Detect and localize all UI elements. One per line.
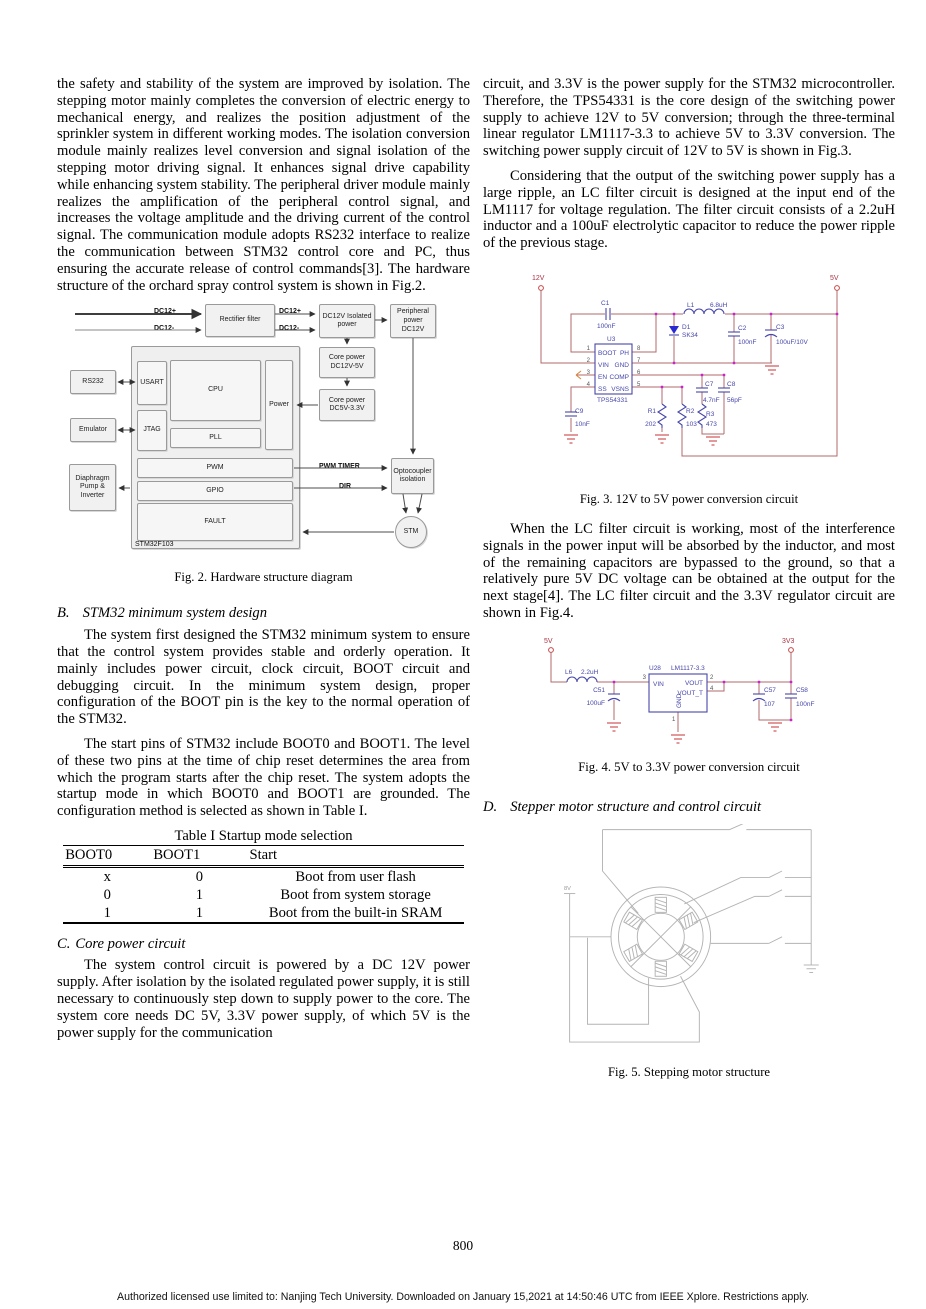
supply-tap-label: 8V	[563, 885, 571, 892]
table-cell: Boot from system storage	[280, 886, 431, 903]
fig2-block-rectifier: Rectifier filter	[205, 304, 275, 337]
pin-gnd: GND	[676, 693, 683, 708]
fig2-block-core-power-33v: Core power DC5V-3.3V	[319, 389, 375, 421]
paragraph-intro: the safety and stability of the system are improved by isolation. The stepping motor mainly completes the conversion of electric energy to mechanical energy, and realizes the position adjustment of the sprinkler system in different working modes. The isolation conversion module mainly realizes level conversion and signal isolation of the stepping motor driving signal. It enhances signal drive capability while enhancing system stability. The peripheral driver module mainly realizes the amplification of the peripheral control signal, and increases the voltage amplitude and the driving current of the control signal. The communication module adopts RS232 interface to realize the communication between STM32 control core and PC, thus ensuring the accurate release of control commands[3]. The hardware structure of the orchard spray control system is shown in Fig.2.	[57, 76, 470, 294]
pin-boot: BOOT	[598, 349, 617, 357]
section-d-label: D.	[483, 798, 498, 815]
pin-6: 6	[637, 369, 641, 376]
table-cell: 1	[151, 904, 247, 923]
table-row	[63, 886, 464, 904]
pin-3: 3	[642, 674, 646, 681]
l6-value: 2.2uH	[581, 668, 599, 676]
table1-header-boot1: BOOT1	[151, 845, 247, 866]
table1-caption: Table I Startup mode selection	[174, 827, 353, 844]
u3-ref: U3	[607, 335, 616, 343]
fig2-block-cpu: CPU	[170, 360, 261, 421]
pin-gnd: GND	[614, 361, 629, 369]
pin-7: 7	[637, 357, 641, 364]
fig2-block-pump-inverter: Diaphragm Pump & Inverter	[69, 464, 116, 511]
fig2-caption: Fig. 2. Hardware structure diagram	[174, 570, 353, 585]
fig2-block-power: Power	[265, 360, 293, 450]
right-column	[483, 76, 895, 1080]
fig2-block-isolated-power: DC12V Isolated power	[319, 304, 375, 338]
paragraph-b1: The system first designed the STM32 minimum system to ensure that the control system provides stable and orderly operation. It mainly includes power circuit, clock circuit, BOOT circuit and debugging circuit. In the minimum system design, proper configuration of the BOOT pin is the key to the normal operation of the STM32.	[57, 627, 470, 728]
paragraph-r2: Considering that the output of the switching power supply has a large ripple, an LC filter circuit is designed at the input end of the LM1117 for voltage regulation. The filter circuit consists of a 2.2uH inductor and a 100uF electrolytic capacitor to reduce the power ripple of the previous stage.	[483, 167, 895, 252]
pin-comp: COMP	[609, 373, 629, 381]
r1-value: 202	[645, 420, 656, 428]
fig2-block-pll: PLL	[170, 428, 261, 448]
r1-label: R1	[647, 407, 656, 415]
fig2-block-stm-motor: STM	[395, 516, 427, 548]
pin-2: 2	[586, 357, 590, 364]
figure-4-schematic	[519, 634, 859, 754]
left-column	[57, 76, 470, 1041]
table-cell: 1	[63, 904, 151, 923]
pin-ph: PH	[619, 349, 629, 357]
pin-ss: SS	[598, 385, 607, 393]
r3-label: R3	[706, 410, 715, 418]
c57-value: 107	[764, 700, 775, 708]
ground-symbols	[564, 366, 779, 445]
table-cell: Boot from user flash	[295, 868, 416, 885]
c1-label: C1	[601, 299, 610, 307]
section-b-heading	[57, 605, 470, 622]
fig2-label-dc12plus-in: DC12+	[154, 308, 176, 316]
c8-value: 56pF	[727, 396, 742, 404]
u28-ref: U28	[649, 664, 661, 672]
fig2-label-dir: DIR	[339, 483, 352, 491]
pin-vsns: VSNS	[611, 385, 629, 393]
fig2-block-jtag: JTAG	[137, 410, 167, 451]
pin-3: 3	[586, 369, 590, 376]
table1-startup-modes	[63, 845, 464, 924]
figure-3-schematic	[519, 266, 859, 479]
r3-value: 473	[706, 420, 717, 428]
c58-label: C58	[796, 686, 808, 694]
table-cell: Boot from the built-in SRAM	[247, 904, 463, 923]
v5-label: 5V	[544, 637, 553, 645]
v12-label: 12V	[532, 274, 545, 282]
section-c-title: Core power circuit	[75, 935, 186, 952]
c58-value: 100nF	[796, 700, 815, 708]
paragraph-r3: When the LC filter circuit is working, most of the interference signals in the power input will be absorbed by the inductor, and most of the remaining capacitors are bypassed to the ground, so that a relatively pure 5V DC voltage can be obtained at the output for the next stage[4]. The LC filter circuit and the 3.3V regulator circuit are shown in Fig.4.	[483, 520, 895, 621]
fig2-block-core-power-5v: Core power DC12V-5V	[319, 347, 375, 378]
c57-label: C57	[764, 686, 776, 694]
v33-label: 3V3	[782, 637, 795, 645]
fig2-label-pwm-timer: PWM TIMER	[319, 463, 360, 471]
table-cell: 0	[103, 886, 111, 903]
pin-4: 4	[710, 685, 714, 692]
figure-5-motor-drawing	[534, 824, 844, 1059]
table-cell: 0	[195, 868, 204, 885]
l6-label: L6	[565, 668, 573, 676]
fig2-block-usart: USART	[137, 361, 167, 405]
fig2-label-dc12plus-mid: DC12+	[279, 308, 301, 316]
r2-value: 103	[686, 420, 697, 428]
u28-part: LM1117-3.3	[671, 664, 705, 672]
pin-2: 2	[710, 674, 714, 681]
pin-5: 5	[637, 381, 641, 388]
paragraph-r1: circuit, and 3.3V is the power supply for the STM32 microcontroller. Therefore, the TPS54331 is the core design of the switching power supply to achieve 12V to 5V conversion; through the three-terminal linear regulator LM1117-3.3 to achieve 5V to 3.3V conversion. The switching power supply circuit of 12V to 5V is shown in Fig.3.	[483, 76, 895, 160]
c8-label: C8	[727, 380, 736, 388]
section-d-heading	[483, 799, 895, 816]
pin-vout-t: VOUT_T	[677, 689, 703, 697]
fig2-label-dc12minus-mid: DC12-	[279, 325, 300, 333]
copyright-license-line: Authorized licensed use limited to: Nanjing Tech University. Downloaded on January 15,2021 at 14:50:46 UTC from IEEE Xplore. Restrictions apply.	[117, 1291, 809, 1303]
c3-value: 100uF/10V	[776, 338, 808, 346]
fig2-label-dc12minus-in: DC12-	[154, 325, 175, 333]
table-cell: x	[103, 868, 111, 885]
pin-vin: VIN	[598, 361, 609, 369]
c51-value: 100uF	[586, 699, 605, 707]
table1-header-boot0: BOOT0	[63, 845, 151, 866]
pin-8: 8	[637, 345, 641, 352]
c9-label: C9	[575, 407, 584, 415]
l1-label: L1	[687, 301, 695, 309]
u3-part: TPS54331	[597, 396, 628, 404]
l1-value: 6.8uH	[710, 301, 728, 309]
fig2-block-pwm: PWM	[137, 458, 293, 478]
pin-vin: VIN	[653, 680, 664, 688]
c3-label: C3	[776, 323, 785, 331]
table-row	[63, 904, 464, 923]
v5-label: 5V	[830, 274, 839, 282]
c7-label: C7	[705, 380, 714, 388]
pin-1: 1	[586, 345, 590, 352]
d1-label: D1	[682, 323, 691, 331]
fig2-block-peripheral-power: Peripheral power DC12V	[390, 304, 436, 338]
section-c-heading	[57, 936, 470, 953]
c2-value: 100nF	[738, 338, 757, 346]
r2-label: R2	[686, 407, 695, 415]
d1-value: SK34	[682, 331, 698, 339]
paragraph-c1: The system control circuit is powered by a DC 12V power supply. After isolation by the isolated regulated power supply, it is still necessary to continuously step down to supply power to the core. The system core needs DC 5V, 3.3V power supply, of which 5V is the power supply for the communication	[57, 957, 470, 1041]
pin-en: EN	[598, 373, 608, 381]
fig2-block-rs232: RS232	[70, 370, 116, 394]
fig2-block-optocoupler: Optocoupler isolation	[391, 458, 434, 494]
section-b-title: STM32 minimum system design	[82, 605, 268, 622]
table-cell: 1	[195, 886, 204, 903]
pin-4: 4	[586, 381, 590, 388]
paragraph-b2: The start pins of STM32 include BOOT0 and BOOT1. The level of these two pins at the time of chip reset determines the area from which the program starts after the chip reset. The system adopts the startup mode in which BOOT0 and BOOT1 are grounded. The configuration method is selected as shown in Table I.	[57, 735, 470, 820]
fig4-caption: Fig. 4. 5V to 3.3V power conversion circuit	[578, 759, 800, 774]
table-row	[63, 866, 464, 886]
section-d-title: Stepper motor structure and control circuit	[510, 798, 762, 815]
fig2-block-gpio: GPIO	[137, 481, 293, 501]
fig5-caption: Fig. 5. Stepping motor structure	[607, 1064, 771, 1079]
section-c-label: C.	[57, 935, 71, 952]
c2-label: C2	[738, 324, 747, 332]
page-number: 800	[452, 1238, 474, 1253]
fig3-caption: Fig. 3. 12V to 5V power conversion circuit	[579, 491, 799, 506]
c7-value: 4.7nF	[703, 396, 720, 404]
c9-value: 10nF	[575, 420, 590, 428]
table1-header-start: Start	[247, 845, 463, 866]
pin-1: 1	[672, 716, 676, 723]
ground-symbols	[607, 723, 782, 743]
c1-value: 100nF	[597, 322, 616, 330]
figure-2-hardware-diagram	[57, 298, 469, 556]
section-b-label: B.	[57, 605, 70, 622]
fig2-block-fault: FAULT	[137, 503, 293, 541]
c51-label: C51	[593, 686, 605, 694]
fig2-label-chip-name: STM32F103	[135, 541, 174, 549]
fig2-block-emulator: Emulator	[70, 418, 116, 442]
pin-vout: VOUT	[684, 679, 703, 687]
